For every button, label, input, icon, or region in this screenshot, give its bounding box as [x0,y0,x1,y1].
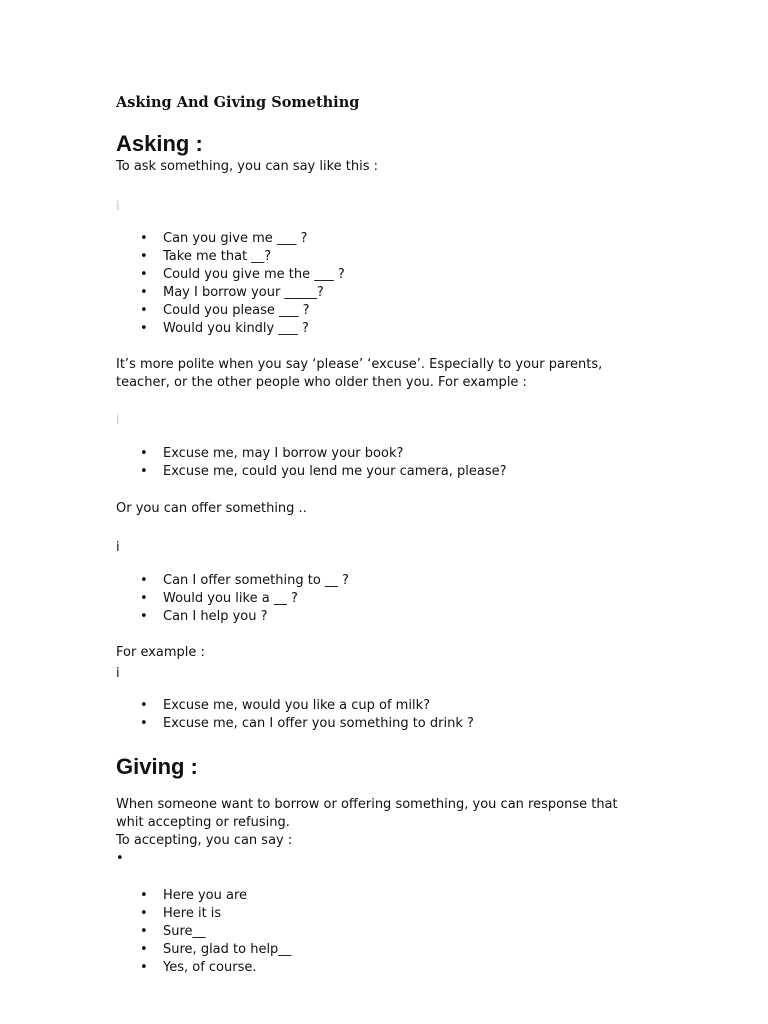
polite-paragraph [116,356,676,392]
list-item: • Would you kindly ___ ? [116,320,345,338]
list-item: • Excuse me, can I offer you something to drink ? [116,715,474,733]
offer-examples-list [116,697,474,733]
list-item: • Could you give me the ___ ? [116,266,345,284]
giving-line-2: whit accepting or refusing. [116,815,290,830]
list-marker: i [116,199,120,214]
polite-line-2: teacher, or the other people who older then you. For example : [116,375,527,390]
list-item: • Could you please ___ ? [116,302,345,320]
list-item: • Can I help you ? [116,608,349,626]
giving-line-3: To accepting, you can say : [116,833,293,848]
giving-heading: Giving : [116,754,198,779]
list-item: • Excuse me, would you like a cup of milk? [116,697,474,715]
offer-phrases-list [116,572,349,626]
polite-line-1: It’s more polite when you say ‘please’ ‘excuse’. Especially to your parents, [116,357,603,372]
list-item: • May I borrow your _____? [116,284,345,302]
giving-line-1: When someone want to borrow or offering something, you can response that [116,797,618,812]
list-item: • Excuse me, may I borrow your book? [116,445,507,463]
list-item: • Can I offer something to __ ? [116,572,349,590]
list-marker: i [116,666,120,681]
asking-heading: Asking : [116,131,203,156]
asking-intro: To ask something, you can say like this : [116,159,379,174]
list-item: • Take me that __? [116,248,345,266]
list-marker: i [116,540,120,555]
accepting-phrases-list [116,887,291,977]
list-item: • Would you like a __ ? [116,590,349,608]
example-label: For example : [116,645,205,660]
giving-paragraph [116,796,676,850]
list-item: • Excuse me, could you lend me your camera, please? [116,463,507,481]
document-title: Asking And Giving Something [116,94,360,111]
list-item: • Yes, of course. [116,959,291,977]
list-item: • Sure, glad to help__ [116,941,291,959]
polite-examples-list [116,445,507,481]
list-marker: • [116,851,124,866]
list-item: • Can you give me ___ ? [116,230,345,248]
asking-phrases-list [116,230,345,338]
list-item: • Here it is [116,905,291,923]
offer-intro: Or you can offer something .. [116,501,307,516]
list-item: • Sure__ [116,923,291,941]
list-marker: i [116,413,120,428]
list-item: • Here you are [116,887,291,905]
